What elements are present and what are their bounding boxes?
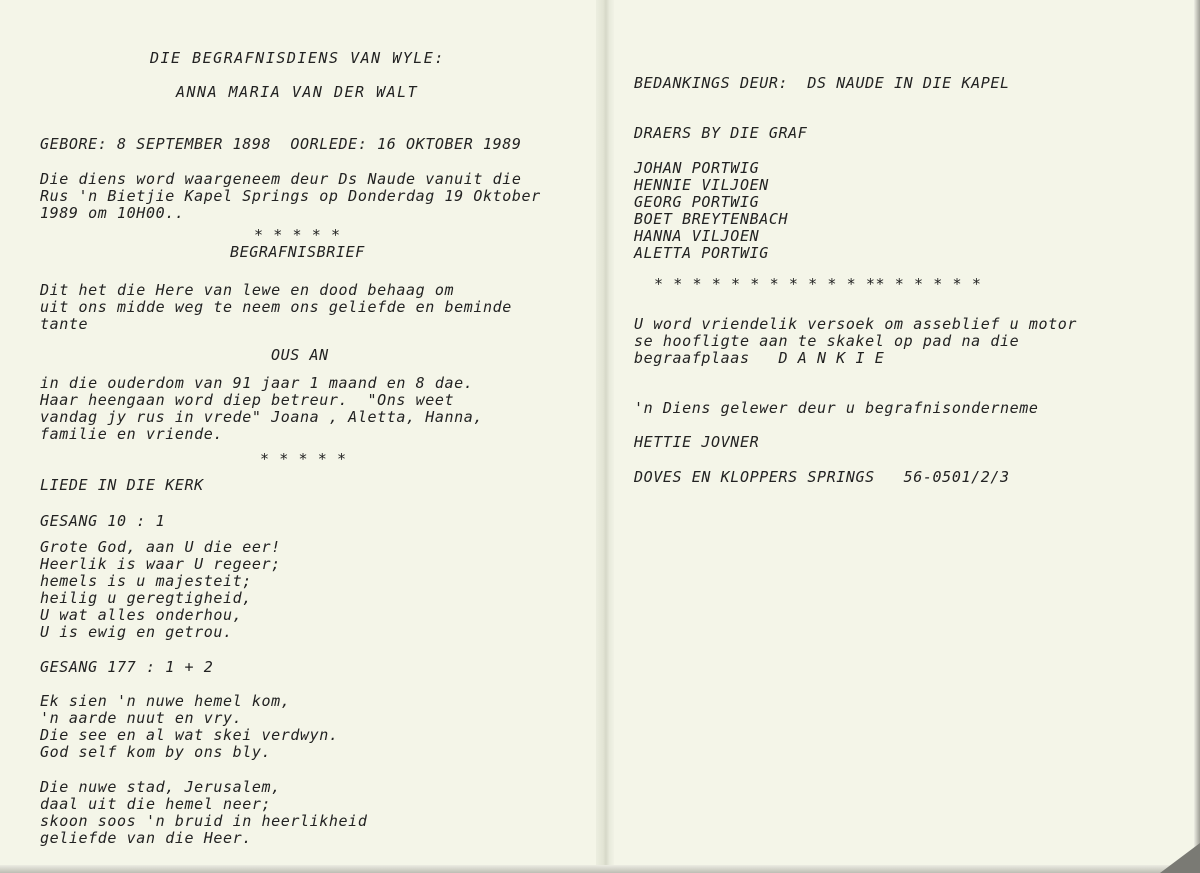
song-1-line: Heerlik is waar U regeer;	[40, 555, 281, 573]
service-line: 1989 om 10H00..	[40, 204, 185, 222]
song-2-verse-2-line: skoon soos 'n bruid in heerlikheid	[40, 812, 368, 830]
song-2-verse-1-line: God self kom by ons bly.	[40, 743, 272, 761]
company-line: DOVES EN KLOPPERS SPRINGS 56-0501/2/3	[634, 468, 1010, 486]
thanks-line: BEDANKINGS DEUR: DS NAUDE IN DIE KAPEL	[634, 74, 1010, 92]
song-2-verse-2-line: geliefde van die Heer.	[40, 829, 252, 847]
request-line: U word vriendelik versoek om asseblief u motor	[634, 315, 1078, 333]
song-2-verse-1-line: Ek sien 'n nuwe hemel kom,	[40, 692, 291, 710]
bearers-heading: DRAERS BY DIE GRAF	[634, 124, 808, 142]
stars-divider: * * * * * * * * * * * ** * * * * *	[654, 275, 982, 293]
song-1-line: hemels is u majesteit;	[40, 572, 252, 590]
title-line-1: DIE BEGRAFNISDIENS VAN WYLE:	[150, 49, 445, 67]
song-1-title: GESANG 10 : 1	[40, 512, 166, 530]
paper-edge-right	[1194, 0, 1200, 873]
song-1-line: U wat alles onderhou,	[40, 606, 243, 624]
request-line: begraafplaas D A N K I E	[634, 349, 885, 367]
letter-line: tante	[40, 315, 89, 333]
bearer-name: ALETTA PORTWIG	[634, 244, 769, 262]
page-fold	[596, 0, 614, 873]
song-1-line: Grote God, aan U die eer!	[40, 538, 281, 556]
birth-death-dates: GEBORE: 8 SEPTEMBER 1898 OORLEDE: 16 OKTOBER 1989	[40, 135, 522, 153]
service-line: Rus 'n Bietjie Kapel Springs op Donderdag 19 Oktober	[40, 187, 541, 205]
bearer-name: HENNIE VILJOEN	[634, 176, 769, 194]
song-2-title: GESANG 177 : 1 + 2	[40, 658, 214, 676]
letter-line: uit ons midde weg te neem ons geliefde en beminde	[40, 298, 512, 316]
age-line: vandag jy rus in vrede" Joana , Aletta, Hanna,	[40, 408, 484, 426]
bearer-name: JOHAN PORTWIG	[634, 159, 760, 177]
paper-corner-shadow	[1160, 843, 1200, 873]
songs-heading: LIEDE IN DIE KERK	[40, 476, 204, 494]
bearer-name: HANNA VILJOEN	[634, 227, 760, 245]
stars-divider: * * * * *	[254, 226, 341, 244]
song-1-line: U is ewig en getrou.	[40, 623, 233, 641]
age-line: Haar heengaan word diep betreur. "Ons weet	[40, 391, 455, 409]
title-line-2: ANNA MARIA VAN DER WALT	[176, 83, 419, 101]
stars-divider: * * * * *	[260, 450, 347, 468]
song-2-verse-1-line: Die see en al wat skei verdwyn.	[40, 726, 339, 744]
bearer-name: BOET BREYTENBACH	[634, 210, 789, 228]
song-2-verse-2-line: Die nuwe stad, Jerusalem,	[40, 778, 281, 796]
service-line: Die diens word waargeneem deur Ds Naude vanuit die	[40, 170, 522, 188]
song-2-verse-1-line: 'n aarde nuut en vry.	[40, 709, 243, 727]
undertaker-name: HETTIE JOVNER	[634, 433, 760, 451]
song-1-line: heilig u geregtigheid,	[40, 589, 252, 607]
paper-edge-bottom	[0, 865, 1200, 873]
song-2-verse-2-line: daal uit die hemel neer;	[40, 795, 272, 813]
letter-heading: BEGRAFNISBRIEF	[230, 243, 365, 261]
letter-line: Dit het die Here van lewe en dood behaag om	[40, 281, 455, 299]
ous-an: OUS AN	[271, 346, 329, 364]
age-line: familie en vriende.	[40, 425, 223, 443]
request-line: se hoofligte aan te skakel op pad na die	[634, 332, 1020, 350]
service-by-line: 'n Diens gelewer deur u begrafnisonderneme	[634, 399, 1039, 417]
bearer-name: GEORG PORTWIG	[634, 193, 760, 211]
age-line: in die ouderdom van 91 jaar 1 maand en 8 dae.	[40, 374, 474, 392]
